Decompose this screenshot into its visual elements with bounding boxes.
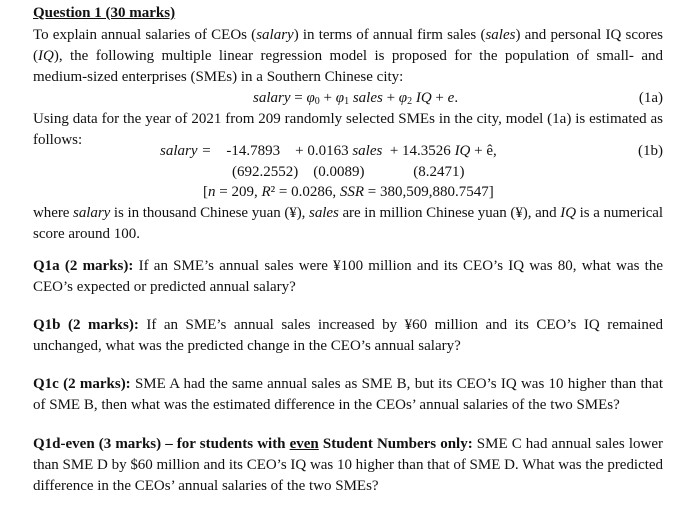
paragraph-line — [33, 46, 663, 66]
eq1b-number: (1b) — [638, 143, 663, 159]
text-segment: 1 — [344, 96, 350, 107]
question-1-line — [33, 315, 663, 335]
text-segment: Using data for the year of 2021 from 209 randomly selected SMEs in the city, model (1a) is estimated as — [33, 111, 663, 127]
eq1b-rhs — [226, 143, 496, 159]
text-segment: SSR — [339, 184, 365, 200]
text-segment: = — [290, 90, 307, 106]
text-segment: + 14.3526 — [382, 143, 455, 159]
text-segment: follows: — [33, 132, 83, 148]
text-segment: + — [319, 90, 336, 106]
paragraph-line — [33, 224, 663, 244]
text-segment: difference in the CEOs’ annual salaries of the two SMEs? — [33, 478, 379, 494]
eq1b-lhs: salary = — [160, 143, 212, 159]
text-segment: IQ — [412, 90, 432, 106]
text-segment: IQ — [560, 205, 576, 221]
text-segment: = 380,509,880.7547] — [364, 184, 494, 200]
text-segment: R — [261, 184, 271, 200]
text-segment: . — [454, 90, 459, 106]
text-segment: + — [382, 90, 399, 106]
text-segment: [ — [203, 184, 208, 200]
text-segment: sales — [352, 143, 383, 159]
text-segment: = 209, — [215, 184, 262, 200]
text-segment: medium-sized enterprises (SMEs) in a Southern Chinese city: — [33, 69, 404, 85]
question-3-line — [33, 455, 663, 475]
paragraph-line — [33, 109, 663, 129]
text-segment: unchanged, what was the predicted change in the CEO’s annual salary? — [33, 338, 461, 354]
question-0-line — [33, 256, 663, 276]
text-segment: salary — [73, 205, 111, 221]
text-segment: ), the following multiple linear regression model is proposed for the population of small- and — [53, 48, 663, 64]
text-segment: IQ — [454, 143, 471, 159]
text-segment: are in million Chinese yuan (¥), and — [338, 205, 561, 221]
question-3-line — [33, 434, 663, 454]
text-segment: of SME B, then what was the estimated difference in the CEOs’ annual salaries of the two SMEs? — [33, 397, 620, 413]
text-segment: than SME D by $60 million and its CEO’s IQ was 10 higher than that of SME D. What was the predicted — [33, 457, 664, 473]
equation-1b — [160, 141, 663, 161]
text-segment: Q1b (2 marks): — [33, 317, 139, 333]
text-segment: even — [289, 436, 319, 452]
text-segment: salary — [256, 27, 294, 43]
text-segment: Q1a (2 marks): — [33, 258, 134, 274]
text-segment: To explain annual salaries of CEOs ( — [33, 27, 257, 43]
text-segment: Q1d-even (3 marks) – for students with — [33, 436, 290, 452]
text-segment: φ — [335, 90, 345, 106]
text-segment: 0 — [314, 96, 320, 107]
text-segment: Student Numbers only: — [318, 436, 473, 452]
text-segment: ² = 0.0286, — [270, 184, 340, 200]
text-segment: sales — [485, 27, 516, 43]
text-segment: is a numerical — [575, 205, 663, 221]
text-segment: salary — [253, 90, 291, 106]
text-segment: If an SME’s annual sales were ¥100 million and its CEO’s IQ was 80, what was the — [133, 258, 663, 274]
text-segment: -14.7893 + 0.0163 — [226, 143, 353, 159]
text-segment: If an SME’s annual sales increased by ¥60 million and its CEO’s IQ remained — [138, 317, 663, 333]
text-segment: ( — [33, 48, 38, 64]
text-segment: sales — [309, 205, 339, 221]
text-segment: ) in terms of annual firm sales ( — [293, 27, 486, 43]
text-segment: + ê, — [470, 143, 497, 159]
paragraph-line — [33, 203, 663, 223]
text-segment: where — [33, 205, 74, 221]
text-segment: φ — [398, 90, 408, 106]
text-segment: e — [447, 90, 455, 106]
text-segment: is in thousand Chinese yuan (¥), — [110, 205, 310, 221]
text-segment: n — [208, 184, 216, 200]
paragraph-line — [33, 25, 663, 45]
text-segment: ) and personal IQ scores — [515, 27, 663, 43]
text-segment: + — [431, 90, 448, 106]
text-segment: φ — [306, 90, 315, 106]
text-segment: SME C had annual sales lower — [472, 436, 663, 452]
text-segment: score around 100. — [33, 226, 141, 242]
question-1-line — [33, 336, 663, 356]
text-segment: SME A had the same annual sales as SME B, but its CEO’s IQ was 10 higher than that — [130, 376, 663, 392]
text-segment: sales — [349, 90, 383, 106]
text-segment: CEO’s expected or predicted annual salary? — [33, 279, 296, 295]
eq1b-statistics — [203, 182, 494, 202]
paragraph-line — [33, 67, 663, 87]
text-segment: IQ — [38, 48, 54, 64]
question-3-line — [33, 476, 663, 496]
question-0-line — [33, 277, 663, 297]
question-2-line — [33, 374, 663, 394]
eq1a-number: (1a) — [638, 90, 663, 106]
question-2-line — [33, 395, 663, 415]
text-segment: 2 — [407, 96, 413, 107]
question-title: Question 1 (30 marks) — [33, 5, 176, 21]
eq1b-standard-errors: (692.2552) (0.0089) (8.2471) — [232, 164, 465, 180]
text-segment: Q1c (2 marks): — [33, 376, 131, 392]
